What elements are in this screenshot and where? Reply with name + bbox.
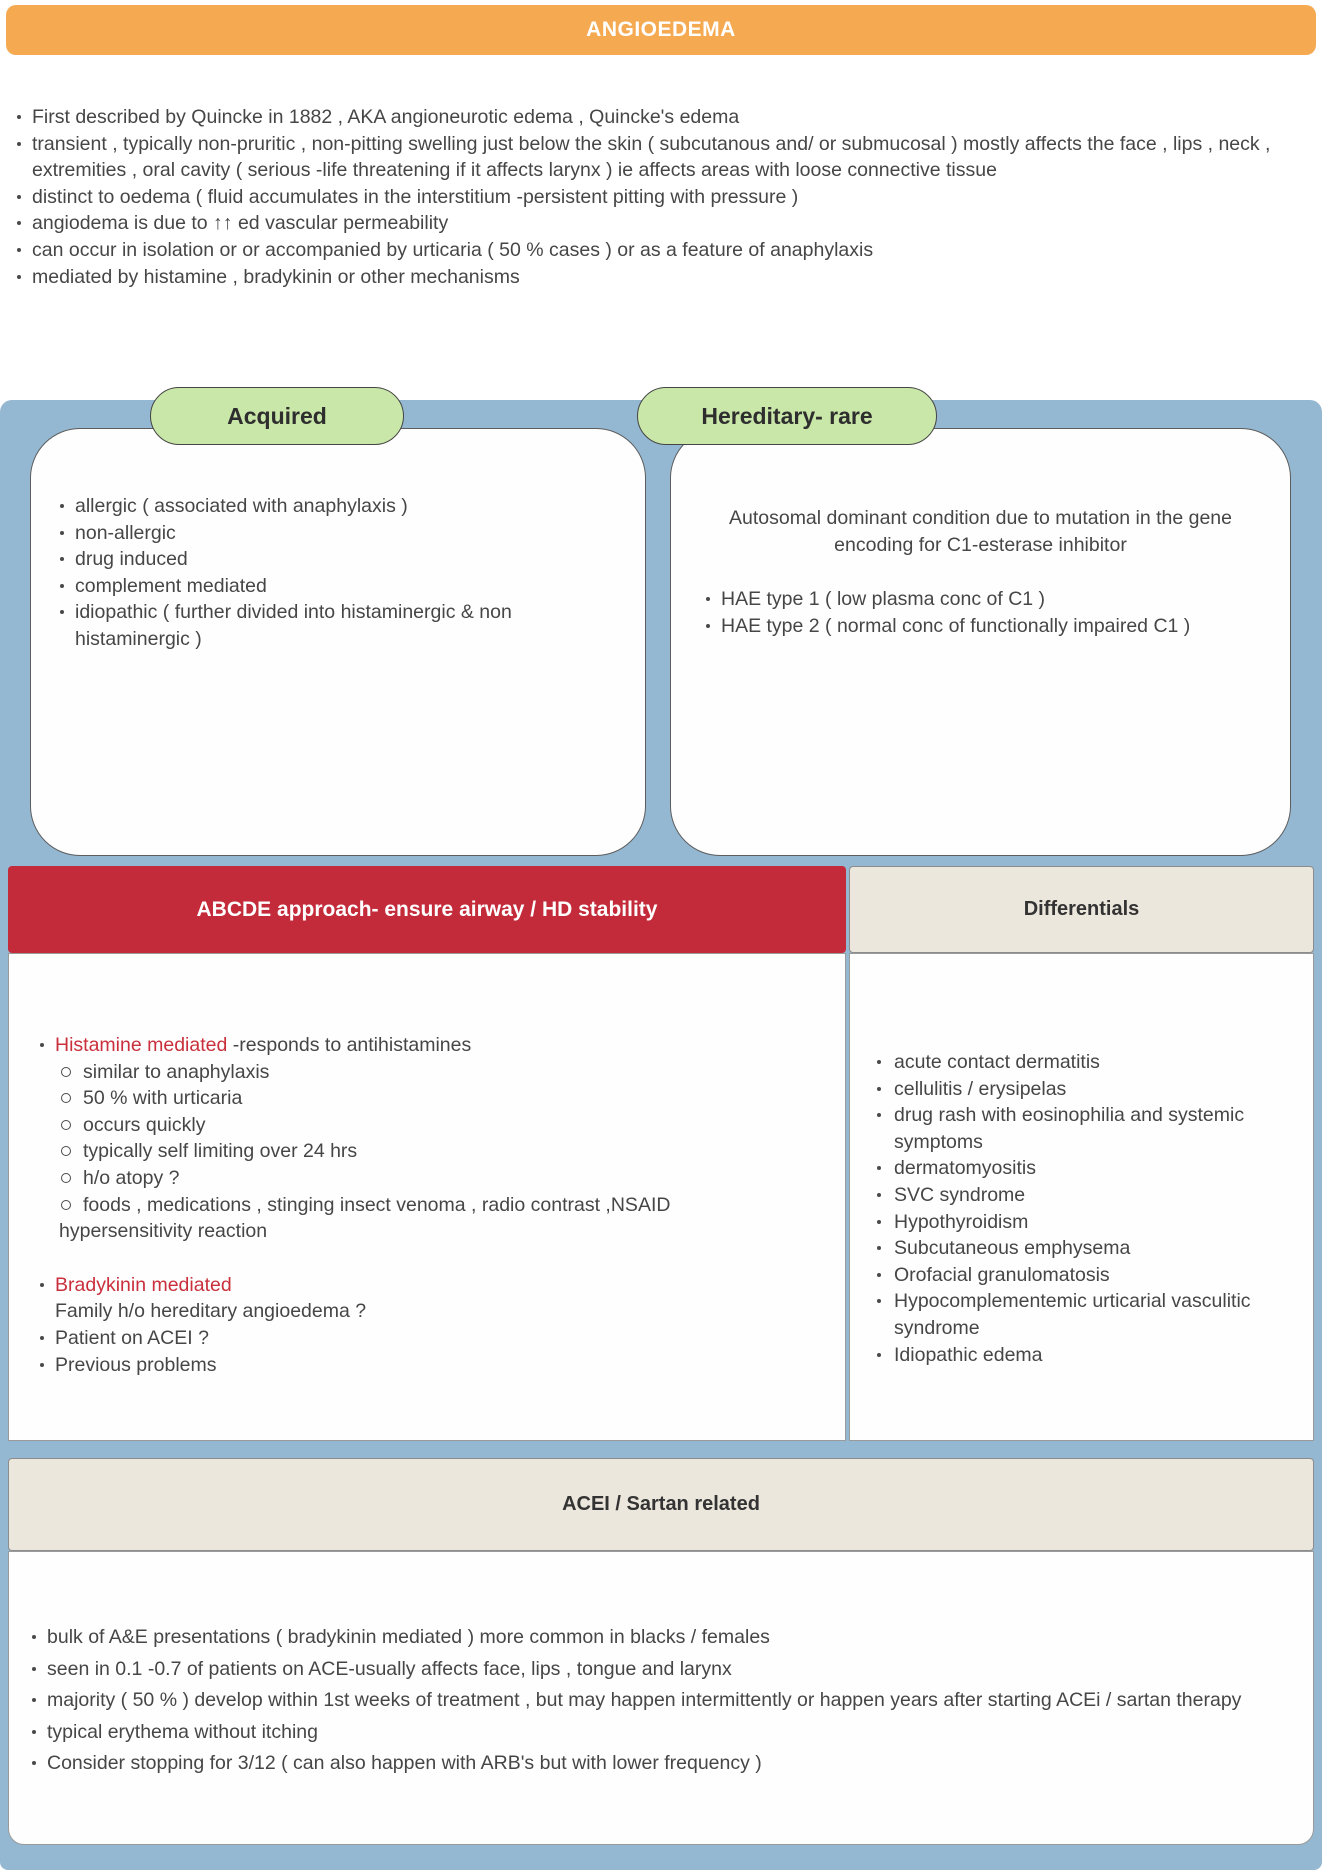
abcde-bullet-list [35, 1325, 825, 1378]
acei-bullet-text: typical erythema without itching [47, 1720, 318, 1743]
histamine-sub-item [59, 1192, 825, 1219]
acquired-bullet-text: drug induced [75, 548, 188, 571]
abcde-bullet [35, 1325, 825, 1352]
acquired-bullet-text: non-allergic [75, 521, 176, 544]
differential-item [872, 1262, 1299, 1289]
differentials-content [849, 953, 1314, 1441]
differentials-list [872, 1049, 1299, 1368]
intro-bullet [12, 184, 1308, 211]
acquired-bullet [55, 599, 631, 652]
histamine-sub-item-text: foods , medications , stinging insect venoma , radio contrast ,NSAID [83, 1193, 671, 1216]
abcde-header [8, 866, 846, 953]
acquired-bullet-text: idiopathic ( further divided into histaminergic & non histaminergic ) [75, 601, 512, 650]
acquired-bullet [55, 573, 631, 600]
histamine-sub-item-text: occurs quickly [83, 1113, 206, 1136]
acei-content [8, 1551, 1314, 1845]
hereditary-bullet [701, 613, 1278, 640]
acei-bullet-text: majority ( 50 % ) develop within 1st weeks of treatment , but may happen intermittently or happen years after starting ACEi / sartan therapy [47, 1689, 1242, 1712]
acei-bullet-text: Consider stopping for 3/12 ( can also happen with ARB's but with lower frequency ) [47, 1752, 762, 1775]
acei-bullet [27, 1656, 1291, 1683]
histamine-mediated-line [35, 1032, 825, 1059]
differential-item-text: Hypothyroidism [894, 1210, 1029, 1233]
page-title: ANGIOEDEMA [586, 18, 736, 41]
hereditary-pill-label: Hereditary- rare [701, 402, 873, 429]
intro-bullet-text: can occur in isolation or or accompanied by urticaria ( 50 % cases ) or as a feature of anaphylaxis [32, 238, 874, 261]
histamine-mediated-rest: -responds to antihistamines [232, 1034, 472, 1056]
differential-item-text: SVC syndrome [894, 1183, 1026, 1206]
differential-item-text: Subcutaneous emphysema [894, 1237, 1131, 1260]
differential-item [872, 1342, 1299, 1369]
histamine-sub-item [59, 1138, 825, 1165]
bradykinin-family-question: Family h/o hereditary angioedema ? [55, 1300, 367, 1323]
intro-bullet [12, 264, 1308, 291]
hereditary-box [670, 428, 1291, 856]
differential-item-text: dermatomyositis [894, 1157, 1036, 1180]
acei-bullet [27, 1624, 1291, 1651]
bradykinin-mediated-label: Bradykinin mediated [55, 1273, 232, 1296]
differential-item [872, 1049, 1299, 1076]
acei-bullet-text: bulk of A&E presentations ( bradykinin mediated ) more common in blacks / females [47, 1626, 770, 1648]
intro-bullet [12, 210, 1308, 237]
acei-bullet-list [27, 1624, 1291, 1777]
acquired-bullet [55, 546, 631, 573]
hereditary-bullet-text: HAE type 1 ( low plasma conc of C1 ) [721, 588, 1046, 611]
histamine-sub-list [35, 1059, 825, 1219]
acquired-bullet-text: complement mediated [75, 574, 267, 597]
hereditary-bullet [701, 586, 1278, 613]
abcde-content [8, 953, 846, 1441]
histamine-sub-item-text: 50 % with urticaria [83, 1087, 243, 1110]
histamine-sub-wrap-line: hypersensitivity reaction [59, 1220, 268, 1243]
acquired-bullet-list [31, 429, 645, 653]
acquired-pill-label: Acquired [227, 402, 327, 429]
intro-bullet-text: distinct to oedema ( fluid accumulates in the interstitium -persistent pitting with pressure ) [32, 185, 799, 208]
differential-item-text: Idiopathic edema [894, 1343, 1043, 1366]
intro-bullet-text: transient , typically non-pruritic , non-pitting swelling just below the skin ( subcutanous and/ or submucosal ) mostly affects the face , lips , neck , extremities , oral cavity ( serious -life threatening if it affects larynx ) ie affects areas with loose connective tissue [32, 132, 1271, 182]
acquired-bullet-text: allergic ( associated with anaphylaxis ) [75, 495, 408, 517]
acei-bullet-text: seen in 0.1 -0.7 of patients on ACE-usually affects face, lips , tongue and larynx [47, 1657, 732, 1680]
acquired-box [30, 428, 646, 856]
intro-bullet-text: mediated by histamine , bradykinin or other mechanisms [32, 265, 520, 288]
differential-item [872, 1076, 1299, 1103]
histamine-sub-item-text: similar to anaphylaxis [83, 1060, 270, 1083]
differential-item [872, 1288, 1299, 1341]
histamine-sub-item [59, 1085, 825, 1112]
intro-bullet-text: First described by Quincke in 1882 , AKA angioneurotic edema , Quincke's edema [32, 106, 740, 128]
acquired-bullet [55, 493, 631, 520]
differentials-header-label: Differentials [1023, 898, 1140, 920]
histamine-sub-item-text: h/o atopy ? [83, 1166, 180, 1189]
histamine-sub-item [59, 1112, 825, 1139]
classification-panel [0, 400, 1322, 1870]
intro-bullet [12, 131, 1308, 184]
differential-item [872, 1235, 1299, 1262]
bradykinin-mediated-line [35, 1272, 825, 1299]
differential-item-text: cellulitis / erysipelas [894, 1077, 1067, 1100]
abcde-header-label: ABCDE approach- ensure airway / HD stability [196, 897, 658, 921]
hereditary-bullet-list [671, 586, 1290, 639]
acquired-bullet [55, 520, 631, 547]
histamine-sub-item [59, 1165, 825, 1192]
acei-bullet [27, 1750, 1291, 1777]
abcde-bullet [35, 1352, 825, 1379]
abcde-bullet-text: Previous problems [55, 1353, 217, 1376]
abcde-bullet-text: Patient on ACEI ? [55, 1326, 209, 1349]
differential-item-text: Orofacial granulomatosis [894, 1263, 1110, 1286]
differential-item-text: drug rash with eosinophilia and systemic symptoms [894, 1104, 1245, 1153]
intro-bullet [12, 237, 1308, 264]
differential-item [872, 1182, 1299, 1209]
differentials-header [849, 866, 1314, 953]
acei-bullet [27, 1687, 1291, 1714]
hereditary-pill [637, 387, 937, 445]
intro-bullet-text: angiodema is due to ↑↑ ed vascular permeability [32, 212, 449, 235]
hereditary-description: Autosomal dominant condition due to mutation in the gene encoding for C1-esterase inhibitor [728, 507, 1232, 556]
histamine-mediated-label: Histamine mediated [55, 1034, 228, 1056]
hereditary-bullet-text: HAE type 2 ( normal conc of functionally impaired C1 ) [721, 614, 1191, 637]
differential-item [872, 1102, 1299, 1155]
histamine-sub-item-text: typically self limiting over 24 hrs [83, 1140, 358, 1163]
differential-item-text: Hypocomplementemic urticarial vasculitic syndrome [894, 1290, 1251, 1339]
differential-item [872, 1209, 1299, 1236]
acei-header [8, 1458, 1314, 1551]
differential-item-text: acute contact dermatitis [894, 1051, 1100, 1073]
page-title-banner [6, 5, 1316, 55]
intro-bullet-list [12, 104, 1308, 290]
acei-header-label: ACEI / Sartan related [562, 1493, 760, 1515]
intro-bullet [12, 104, 1308, 131]
differential-item [872, 1155, 1299, 1182]
histamine-sub-item [59, 1059, 825, 1086]
acei-bullet [27, 1719, 1291, 1746]
acquired-pill [150, 387, 404, 445]
